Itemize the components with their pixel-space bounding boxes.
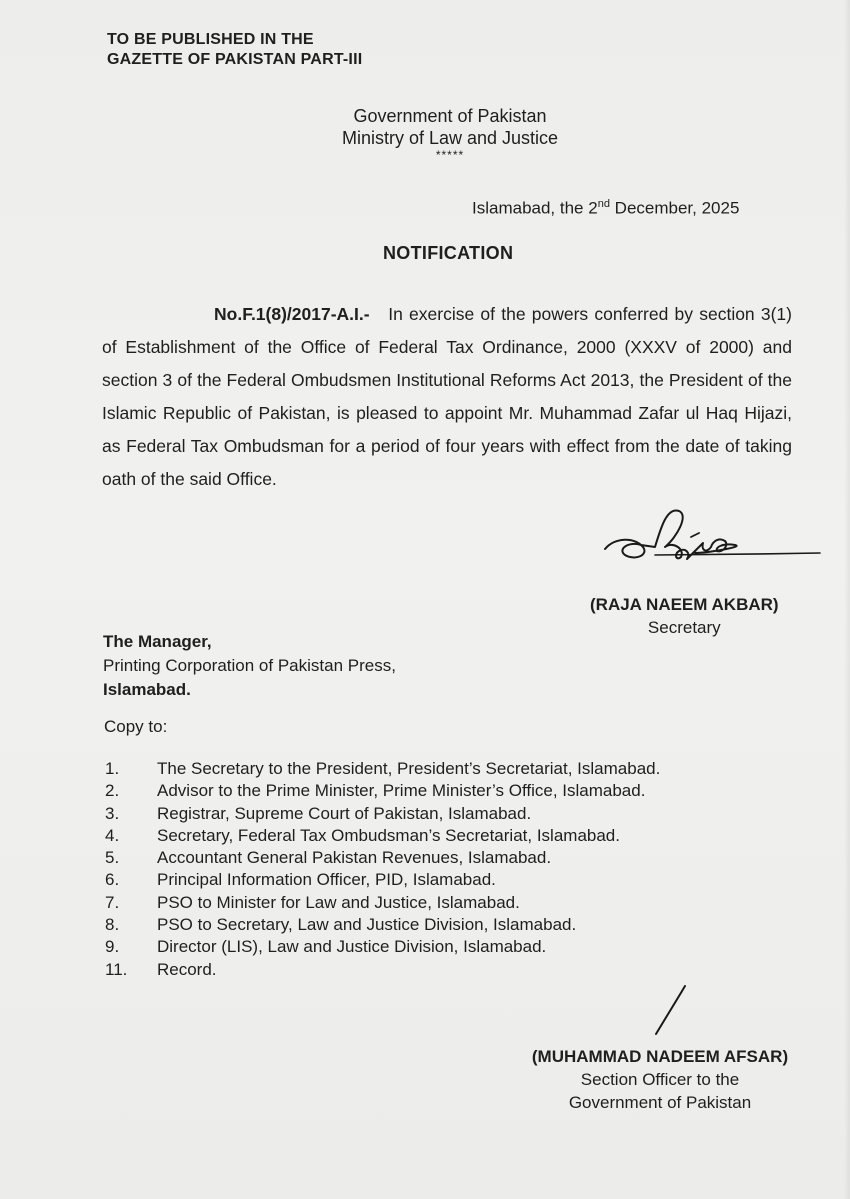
list-item-text: Record. — [157, 959, 217, 979]
list-item-number: 9. — [105, 937, 120, 957]
list-item — [105, 914, 660, 936]
issuing-authority — [330, 105, 570, 161]
signatory-2-name: (MUHAMMAD NADEEM AFSAR) — [531, 1047, 789, 1066]
list-item — [105, 803, 660, 825]
list-item-number: 7. — [105, 892, 120, 912]
date-prefix: Islamabad, the 2 — [472, 198, 598, 218]
list-item-text: Accountant General Pakistan Revenues, Islamabad. — [157, 848, 552, 868]
document-title: NOTIFICATION — [383, 243, 514, 263]
date-ordinal-suffix: nd — [597, 198, 610, 210]
signature-muhammad-nadeem-afsar — [640, 980, 700, 1040]
list-item-number: 6. — [105, 870, 120, 890]
separator-stars: ***** — [435, 148, 465, 162]
addressee-line-1: The Manager, — [103, 632, 212, 651]
list-item-number: 2. — [105, 781, 120, 801]
signatory-2-designation-line-1: Section Officer to the — [580, 1070, 740, 1089]
ministry-name: Ministry of Law and Justice — [341, 128, 559, 148]
list-item — [105, 825, 660, 847]
list-item-number: 11. — [105, 959, 128, 979]
list-item — [105, 936, 660, 958]
list-item — [105, 758, 660, 780]
list-item-number: 8. — [105, 915, 120, 935]
list-item-text: PSO to Minister for Law and Justice, Islamabad. — [157, 892, 520, 912]
date-rest: December, 2025 — [609, 198, 740, 218]
reference-number: No.F.1(8)/2017-A.I.- — [214, 304, 370, 324]
date-line — [472, 198, 739, 219]
signatory-1-block — [590, 593, 779, 639]
list-item — [105, 959, 660, 981]
list-item-text: Registrar, Supreme Court of Pakistan, Islamabad. — [157, 803, 532, 823]
gazette-line-1: TO BE PUBLISHED IN THE — [107, 31, 314, 48]
list-item — [105, 780, 660, 802]
addressee-line-2: Printing Corporation of Pakistan Press, — [103, 656, 396, 675]
list-item-text: Director (LIS), Law and Justice Division, Islamabad. — [157, 937, 547, 957]
copy-to-label: Copy to: — [104, 717, 168, 736]
list-item-text: Secretary, Federal Tax Ombudsman’s Secretariat, Islamabad. — [157, 825, 620, 845]
page-edge-shadow — [844, 0, 850, 1199]
addressee-block — [103, 630, 396, 702]
signature-raja-naeem-akbar — [595, 497, 825, 587]
list-item-text: Advisor to the Prime Minister, Prime Minister’s Office, Islamabad. — [157, 781, 646, 801]
notification-text: In exercise of the powers conferred by section 3(1) of Establishment of the Office of Federal Tax Ordinance, 2000 (XXXV of 2000) and section 3 of the Federal Ombudsmen Institutional Reforms Act 2013, the President of the Islamic Republic of Pakistan, is pleased to appoint Mr. Muhammad Zafar ul Haq Hijazi, as Federal Tax Ombudsman for a period of four years with effect from the date of taking oath of the said Office. — [102, 304, 792, 489]
signatory-1-name: (RAJA NAEEM AKBAR) — [590, 595, 779, 614]
list-item-text: PSO to Secretary, Law and Justice Division, Islamabad. — [157, 915, 577, 935]
signatory-2-block — [516, 1045, 804, 1114]
list-item — [105, 847, 660, 869]
list-item-text: The Secretary to the President, President’s Secretariat, Islamabad. — [157, 759, 661, 778]
government-name: Government of Pakistan — [353, 106, 547, 126]
list-item-number: 1. — [105, 759, 120, 778]
copy-to-list — [105, 758, 660, 981]
signatory-2-designation-line-2: Government of Pakistan — [568, 1093, 752, 1112]
list-item — [105, 892, 660, 914]
list-item-text: Principal Information Officer, PID, Islamabad. — [157, 870, 496, 890]
list-item-number: 5. — [105, 848, 120, 868]
list-item-number: 4. — [105, 825, 120, 845]
list-item — [105, 869, 660, 891]
gazette-instruction — [107, 30, 362, 70]
notification-body — [102, 298, 792, 496]
signatory-1-designation: Secretary — [647, 618, 721, 637]
gazette-line-2: GAZETTE OF PAKISTAN PART-III — [107, 51, 363, 68]
list-item-number: 3. — [105, 803, 120, 823]
addressee-line-3: Islamabad. — [103, 680, 191, 699]
